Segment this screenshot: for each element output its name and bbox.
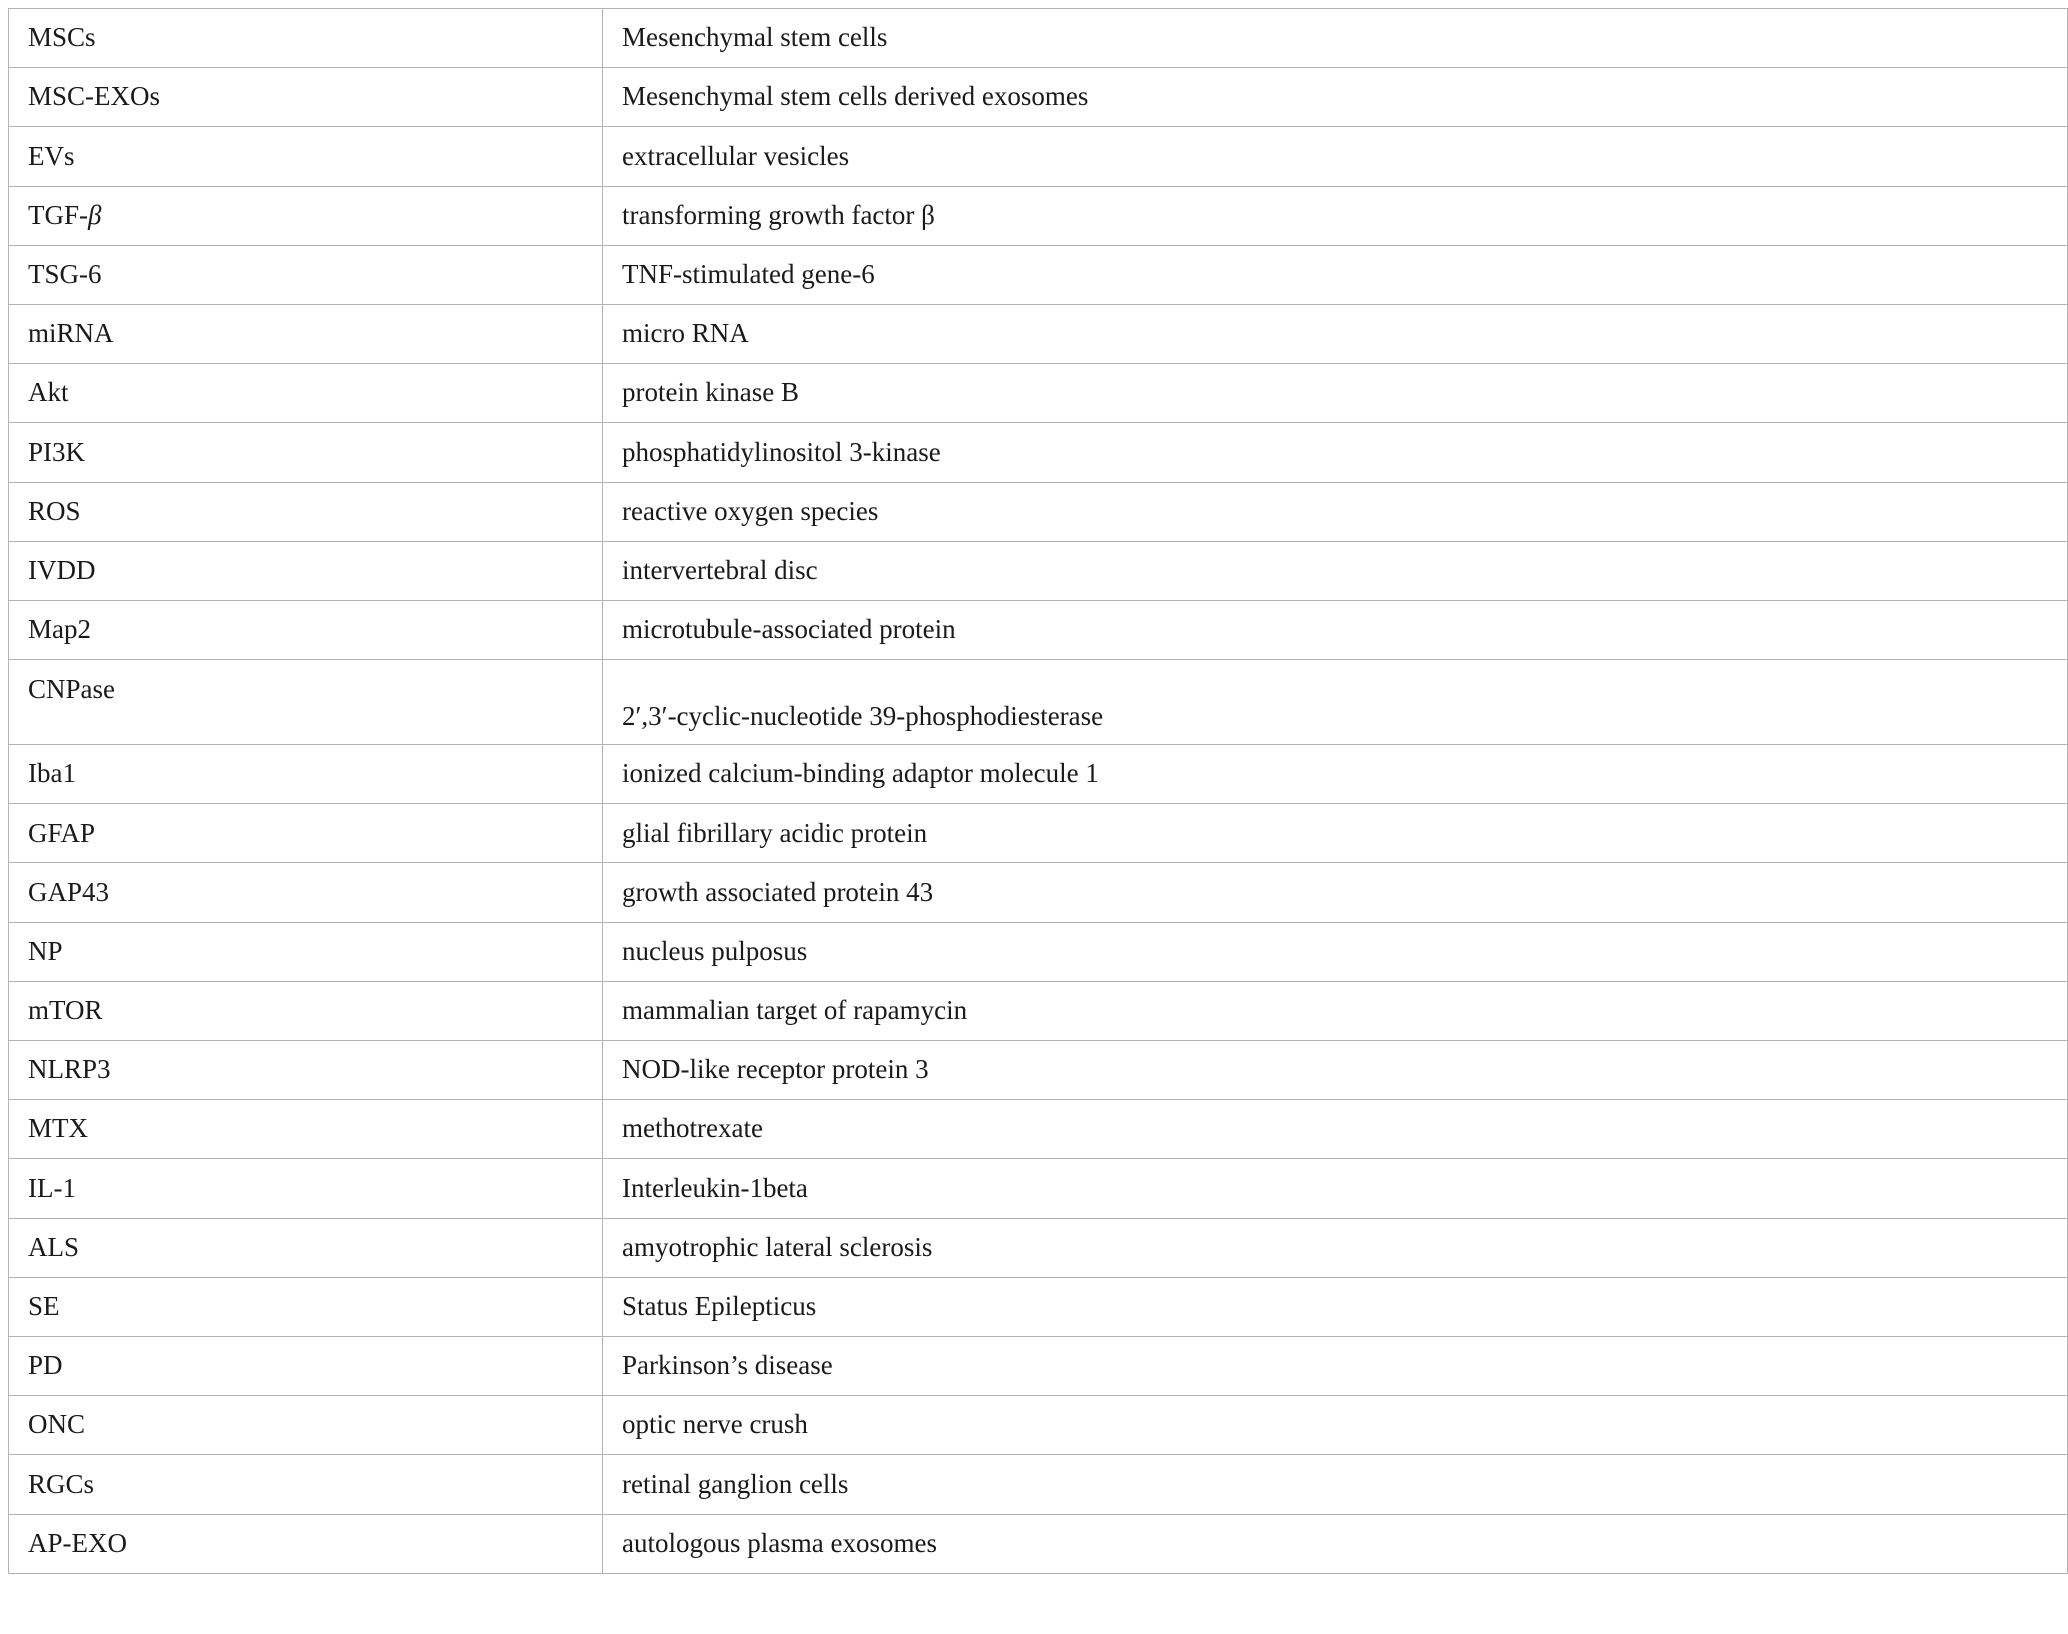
abbreviation-cell: GAP43 [9,863,603,922]
table-row [9,541,2068,600]
abbreviation-cell: NLRP3 [9,1041,603,1100]
table-row [9,981,2068,1040]
table-row [9,482,2068,541]
abbreviation-cell: MSC-EXOs [9,68,603,127]
definition-cell: Interleukin-1beta [603,1159,2068,1218]
abbreviation-cell: RGCs [9,1455,603,1514]
table-row [9,804,2068,863]
definition-cell: methotrexate [603,1100,2068,1159]
abbreviation-cell: ROS [9,482,603,541]
definition-cell: mammalian target of rapamycin [603,981,2068,1040]
definition-cell: Mesenchymal stem cells derived exosomes [603,68,2068,127]
abbreviation-cell: PD [9,1336,603,1395]
table-row [9,863,2068,922]
table-row [9,1041,2068,1100]
abbreviation-cell: miRNA [9,304,603,363]
abbreviation-cell: mTOR [9,981,603,1040]
table-row [9,1396,2068,1455]
table-row [9,1455,2068,1514]
definition-cell: micro RNA [603,304,2068,363]
abbreviation-cell: TSG-6 [9,245,603,304]
abbreviation-cell: EVs [9,127,603,186]
definition-cell: 2′,3′-cyclic-nucleotide 39-phosphodiesterase [603,660,2068,745]
table-row [9,660,2068,745]
table-row [9,600,2068,659]
definition-cell: Parkinson’s disease [603,1336,2068,1395]
definition-cell: NOD-like receptor protein 3 [603,1041,2068,1100]
abbreviations-table [8,8,2068,1574]
definition-cell: ionized calcium-binding adaptor molecule 1 [603,745,2068,804]
definition-cell: microtubule-associated protein [603,600,2068,659]
abbreviation-cell: GFAP [9,804,603,863]
abbreviation-cell [9,186,603,245]
definition-cell: transforming growth factor β [603,186,2068,245]
abbreviation-cell: MSCs [9,9,603,68]
table-row [9,1336,2068,1395]
table-row [9,245,2068,304]
abbreviations-table-container [8,8,2067,1574]
table-row [9,1218,2068,1277]
definition-cell: retinal ganglion cells [603,1455,2068,1514]
table-row [9,1277,2068,1336]
abbreviation-cell: Akt [9,364,603,423]
abbreviation-cell: PI3K [9,423,603,482]
definition-cell: optic nerve crush [603,1396,2068,1455]
table-row [9,364,2068,423]
definition-cell: glial fibrillary acidic protein [603,804,2068,863]
table-row [9,922,2068,981]
abbreviation-cell: AP-EXO [9,1514,603,1573]
table-row [9,1159,2068,1218]
table-row [9,9,2068,68]
abbreviation-cell: ALS [9,1218,603,1277]
abbreviation-cell: MTX [9,1100,603,1159]
definition-cell: intervertebral disc [603,541,2068,600]
definition-cell: nucleus pulposus [603,922,2068,981]
definition-cell: Mesenchymal stem cells [603,9,2068,68]
abbreviation-cell: SE [9,1277,603,1336]
abbreviation-cell: Iba1 [9,745,603,804]
abbreviation-cell: IL-1 [9,1159,603,1218]
definition-cell: amyotrophic lateral sclerosis [603,1218,2068,1277]
definition-cell: autologous plasma exosomes [603,1514,2068,1573]
abbreviation-cell: Map2 [9,600,603,659]
definition-cell: growth associated protein 43 [603,863,2068,922]
abbreviation-cell: CNPase [9,660,603,745]
definition-cell: Status Epilepticus [603,1277,2068,1336]
abbreviation-cell: ONC [9,1396,603,1455]
table-row [9,1514,2068,1573]
abbreviation-cell: NP [9,922,603,981]
table-row [9,127,2068,186]
table-row [9,186,2068,245]
table-row [9,745,2068,804]
table-row [9,304,2068,363]
table-row [9,423,2068,482]
abbreviation-cell: IVDD [9,541,603,600]
abbreviation-prefix: TGF- [28,199,88,230]
table-row [9,1100,2068,1159]
table-row [9,68,2068,127]
definition-cell: phosphatidylinositol 3-kinase [603,423,2068,482]
definition-cell: protein kinase B [603,364,2068,423]
definition-cell: extracellular vesicles [603,127,2068,186]
abbreviation-italic-beta: β [88,199,102,230]
definition-cell: TNF-stimulated gene-6 [603,245,2068,304]
definition-cell: reactive oxygen species [603,482,2068,541]
